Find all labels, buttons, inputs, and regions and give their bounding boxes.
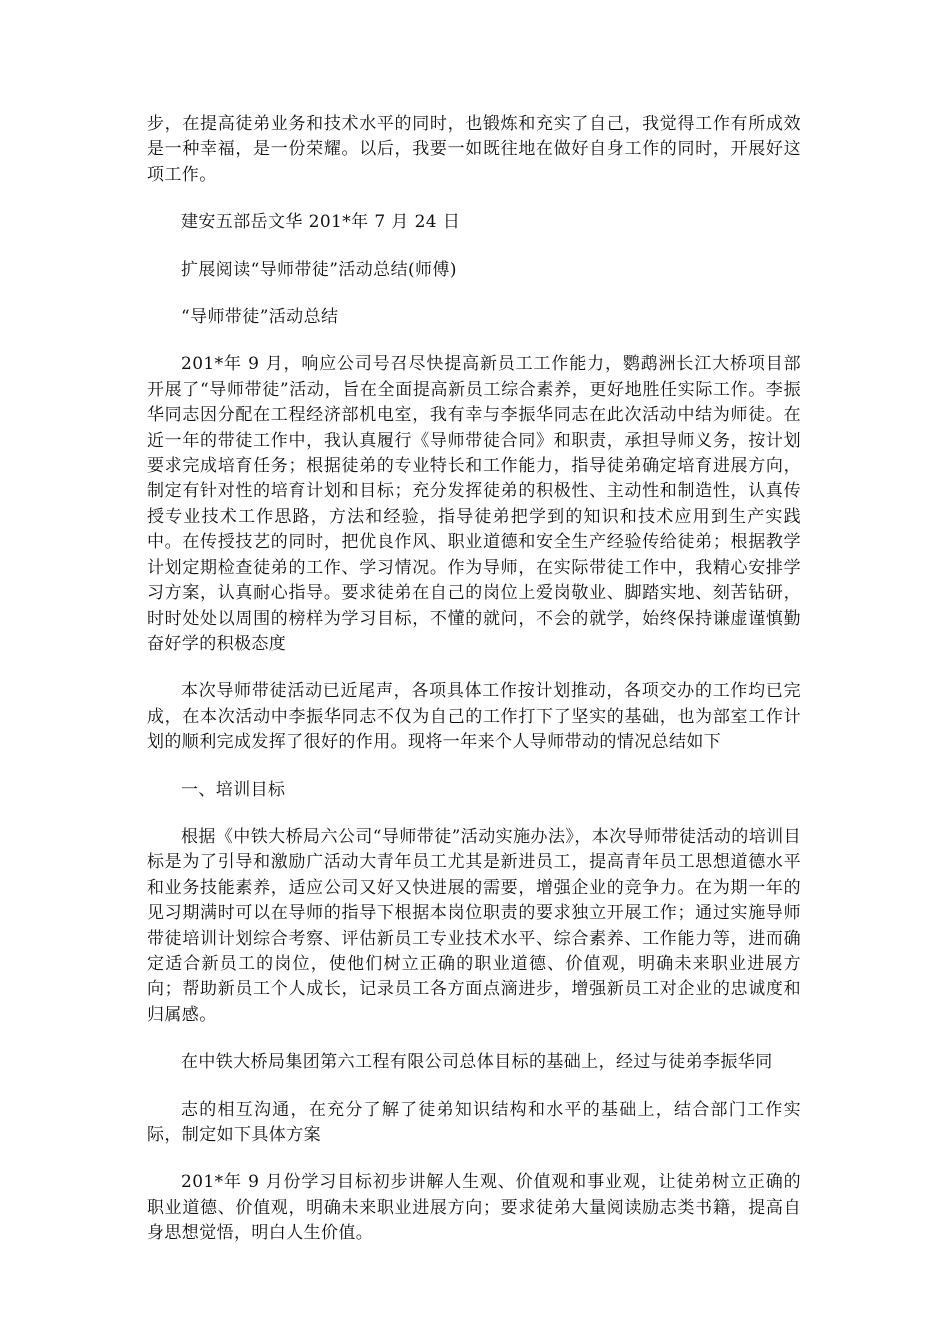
- paragraph-status: 本次导师带徒活动已近尾声，各项具体工作按计划推动，各项交办的工作均已完成，在本次活动中李振华同志不仅为自己的工作打下了坚实的基础，也为部室工作计划的顺利完成发挥了很好的作用。现将一年来个人导师带动的情况总结如下: [147, 681, 801, 753]
- extended-reading-title: 扩展阅读“导师带徒”活动总结(师傅): [181, 259, 457, 280]
- paragraph-training-goal: 根据《中铁大桥局六公司“导师带徒”活动实施办法》，本次导师带徒活动的培训目标是为了引导和激励广活动大青年员工尤其是新进员工，提高青年员工思想道德水平和业务技能素养，适应公司又好又快进展的需要，增强企业的竞争力。在为期一年的见习期满时可以在导师的指导下根据本岗位职责的要求独立开展工作；通过实施导师带徒培训计划综合考察、评估新员工专业技术水平、综合素养、工作能力等，进而确定适合新员工的岗位，使他们树立正确的职业道德、价值观，明确未来职业进展方向；帮助新员工个人成长，记录员工各方面点滴进步，增强新员工对企业的忠诚度和归属感。: [147, 826, 801, 1025]
- paragraph-september-plan: 201*年 9 月份学习目标初步讲解人生观、价值观和事业观，让徒弟树立正确的职业道德、价值观，明确未来职业进展方向；要求徒弟大量阅读励志类书籍，提高自身思想觉悟，明白人生价值。: [147, 1172, 801, 1244]
- document-page: [147, 112, 801, 1269]
- paragraph-communication: 志的相互沟通，在充分了解了徒弟知识结构和水平的基础上，结合部门工作实际，制定如下具体方案: [147, 1099, 801, 1145]
- paragraph-company-goal: 在中铁大桥局集团第六工程有限公司总体目标的基础上，经过与徒弟李振华同: [181, 1052, 773, 1073]
- paragraph-continuation: 步，在提高徒弟业务和技术水平的同时，也锻炼和充实了自己，我觉得工作有所成效是一种幸福，是一份荣耀。以后，我要一如既往地在做好自身工作的同时，开展好这项工作。: [147, 114, 801, 185]
- paragraph-intro: 201*年 9 月，响应公司号召尽快提高新员工工作能力，鹦鹉洲长江大桥项目部开展了“导师带徒”活动，旨在全面提高新员工综合素养，更好地胜任实际工作。李振华同志因分配在工程经济部机电室，我有幸与李振华同志在此次活动中结为师徒。在近一年的带徒工作中，我认真履行《导师带徒合同》和职责，承担导师义务，按计划要求完成培育任务；根据徒弟的专业特长和工作能力，指导徒弟确定培育进展方向，制定有针对性的培育计划和目标；充分发挥徒弟的积极性、主动性和制造性，认真传授专业技术工作思路，方法和经验，指导徒弟把学到的知识和技术应用到生产实践中。在传授技艺的同时，把优良作风、职业道德和安全生产经验传给徒弟；根据教学计划定期检查徒弟的工作、学习情况。作为导师，在实际带徒工作中，我精心安排学习方案，认真耐心指导。要求徒弟在自己的岗位上爱岗敬业、脚踏实地、刻苦钻研，时时处处以周围的榜样为学习目标，不懂的就问，不会的就学，始终保持谦虚谨慎勤奋好学的积极态度: [147, 354, 801, 654]
- section-heading-training-goal: 一、培训目标: [181, 779, 286, 800]
- summary-title: “导师带徒”活动总结: [181, 307, 339, 328]
- signature-line: 建安五部岳文华 201*年 7 月 24 日: [181, 212, 461, 233]
